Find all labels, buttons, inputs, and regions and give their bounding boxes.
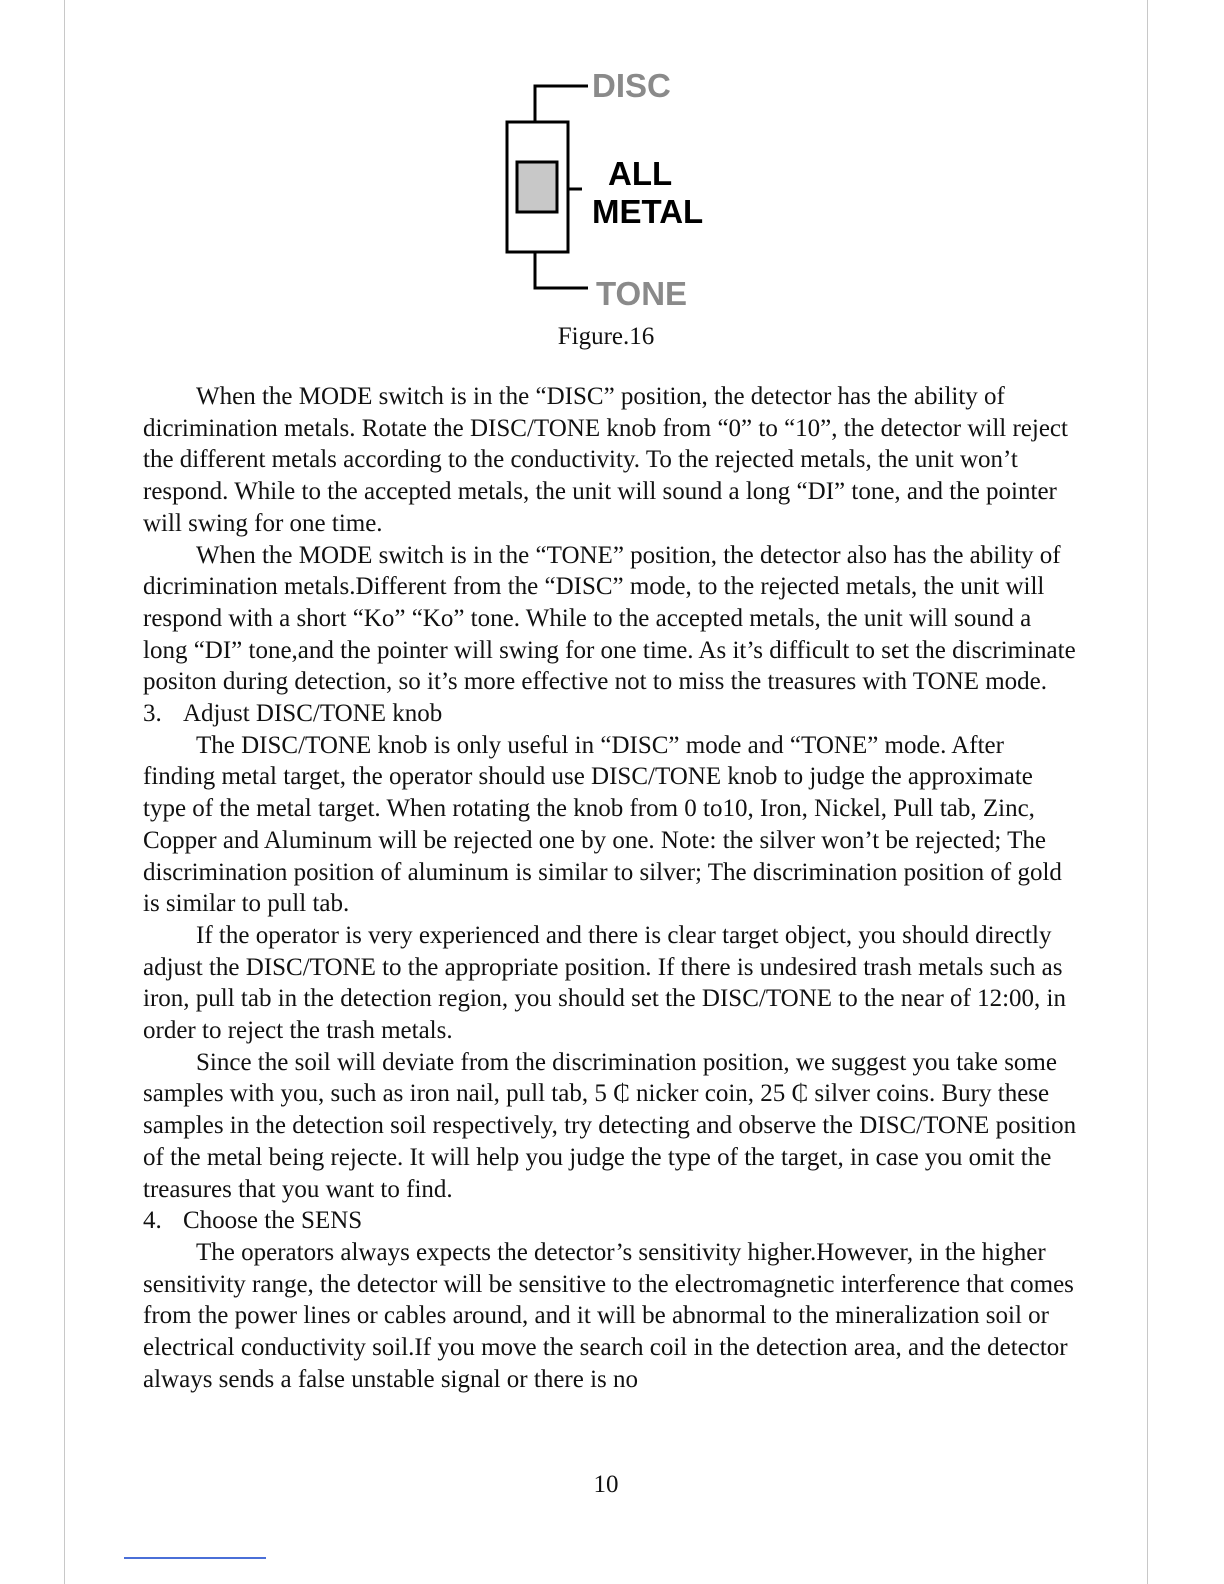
disc-label: DISC [592, 67, 671, 104]
section-heading-4 [143, 1205, 1078, 1237]
figure-caption: Figure.16 [557, 323, 655, 350]
section-title: Adjust DISC/TONE knob [183, 700, 443, 728]
page-number: 10 [593, 1471, 619, 1498]
tone-label: TONE [596, 275, 688, 312]
mode-switch-figure [500, 66, 740, 318]
paragraph-knob-usage: The DISC/TONE knob is only useful in “DISC” mode and “TONE” mode. After finding metal target, the operator should use DISC/TONE knob to judge the approximate type of the metal target. When rotating the knob from 0 to10, Iron, Nickel, Pull tab, Zinc, Copper and Aluminum will be rejected one by one. Note: the silver won’t be rejected; The discrimination position of aluminum is similar to silver; The discrimination position of gold is similar to pull tab. [143, 731, 1062, 918]
all-label: ALL [608, 155, 673, 192]
paragraph-tone-mode: When the MODE switch is in the “TONE” position, the detector also has the ability of dicrimination metals.Different from the “DISC” mode, to the rejected metals, the unit will respond with a short “Ko” “Ko” tone. While to the accepted metals, the unit will sound a long “DI” tone,and the pointer will swing for one time. As it’s difficult to set the discriminate positon during detection, so it’s more effective not to miss the treasures with TONE mode. [143, 541, 1076, 696]
section-heading-3 [143, 698, 1078, 730]
paragraph-disc-mode: When the MODE switch is in the “DISC” position, the detector has the ability of dicrimination metals. Rotate the DISC/TONE knob from “0” to “10”, the detector will reject the different metals according to the conductivity. To the rejected metals, the unit won’t respond. While to the accepted metals, the unit will sound a long “DI” tone, and the pointer will swing for one time. [143, 383, 1068, 537]
page-border-right [1147, 0, 1148, 1584]
metal-label: METAL [592, 193, 704, 230]
page-border-left [64, 0, 65, 1584]
section-number: 3. [143, 700, 162, 728]
paragraph-sensitivity: The operators always expects the detector’s sensitivity higher.However, in the higher sensitivity range, the detector will be sensitive to the electromagnetic interference that comes from the power lines or cables around, and it will be abnormal to the mineralization soil or electrical conductivity soil.If you move the search coil in the detection area, and the detector always sends a false unstable signal or there is no [143, 1238, 1074, 1393]
section-number: 4. [143, 1207, 162, 1235]
section-title: Choose the SENS [183, 1207, 363, 1235]
tone-leader-line [535, 252, 588, 288]
disc-leader-line [535, 86, 588, 122]
paragraph-soil-samples: Since the soil will deviate from the discrimination position, we suggest you take some samples with you, such as iron nail, pull tab, 5 ₵ nicker coin, 25 ₵ silver coins. Bury these samples in the detection soil respectively, try detecting and observe the DISC/TONE position of the metal being rejecte. It will help you judge the type of the target, in case you omit the treasures that you want to find. [143, 1048, 1077, 1203]
body-text [143, 381, 1078, 1396]
switch-knob [517, 162, 557, 212]
footnote-rule [124, 1557, 266, 1559]
paragraph-experienced-operator: If the operator is very experienced and there is clear target object, you should directly adjust the DISC/TONE to the appropriate position. If there is undesired trash metals such as iron, pull tab in the detection region, you should set the DISC/TONE to the near of 12:00, in order to reject the trash metals. [143, 921, 1066, 1045]
